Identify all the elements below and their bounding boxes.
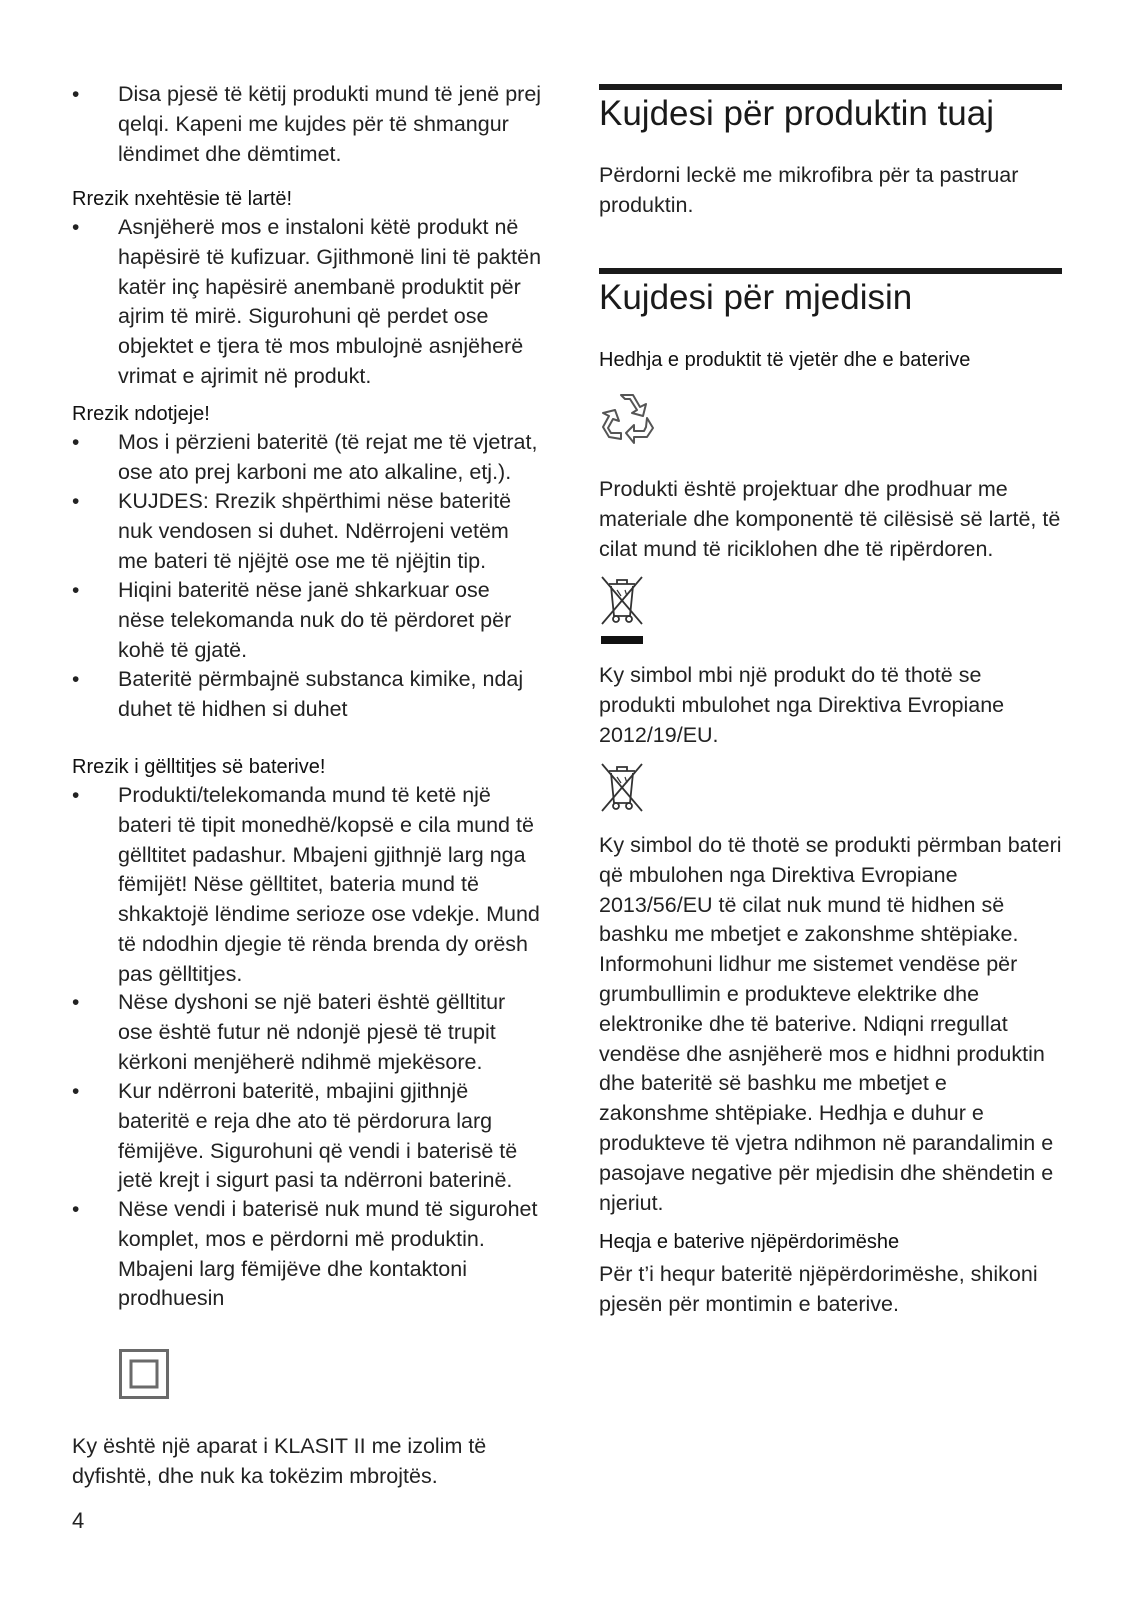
bullet-text: Kur ndërroni bateritë, mbajini gjithnjë bateritë e reja dhe ato të përdorura larg fëmijëve. Sigurohuni që vendi i baterisë të jetë krejt i sigurt pasi ta ndërroni baterinë.: [118, 1079, 518, 1193]
bullet-text: KUJDES: Rrezik shpërthimi nëse bateritë nuk vendosen si duhet. Ndërrojeni vetëm me bateri të njëjtë ose me të njëjtin tip.: [118, 489, 512, 573]
section-heading-swallowing: Rrezik i gëlltitjes së baterive!: [72, 756, 326, 778]
section-rule: [599, 84, 1062, 90]
section-rule: [599, 268, 1062, 274]
care-title: Kujdesi për produktin tuaj: [599, 94, 994, 133]
double-square-class2-icon: [119, 1349, 169, 1399]
crossed-bin-icon: [599, 574, 645, 646]
section-heading-pollution: Rrezik ndotjeje!: [72, 403, 210, 425]
removal-text: Për t’i hequr bateritë njëpërdorimëshe, shikoni pjesën për montimin e baterive.: [599, 1262, 1038, 1316]
class2-description: Ky është një aparat i KLASIT II me izolim të dyfishtë, dhe nuk ka tokëzim mbrojtës.: [72, 1434, 487, 1488]
section-heading-heat: Rrezik nxehtësie të lartë!: [72, 188, 293, 210]
recycle-icon: [599, 389, 657, 445]
weee-text: Ky simbol mbi një produkt do të thotë se produkti mbulohet nga Direktiva Evropiane 2012/19/EU.: [599, 663, 1005, 747]
bullet-text: Nëse dyshoni se një bateri është gëlltitur ose është futur në ndonjë pjesë të trupit kërkoni menjëherë ndihmë mjekësore.: [118, 990, 506, 1074]
bullet-text: Hiqini bateritë nëse janë shkarkuar ose nëse telekomanda nuk do të përdoret për kohë të gjatë.: [118, 578, 512, 662]
crossed-bin-battery-icon: [599, 761, 645, 815]
battery-directive-text: Ky simbol do të thotë se produkti përmban bateri që mbulohen nga Direktiva Evropiane 2013/56/EU të cilat nuk mund të hidhen së bashku me mbetjet e zakonshme shtëpiake. Informohuni lidhur me sistemet vendëse për grumbullimin e produkteve elektrike dhe elektronike dhe të baterive. Ndiqni rregullat vendëse dhe asnjëherë mos e hidhni produktin dhe bateritë së bashku me mbetjet e zakonshme shtëpiake. Hedhja e duhur e produkteve të vjetra ndihmon në parandalimin e pasojave negative për mjedisin dhe shëndetin e njeriut.: [599, 833, 1062, 1215]
bullet-text: Disa pjesë të këtij produkti mund të jenë prej qelqi. Kapeni me kujdes për të shmangur lëndimet dhe dëmtimet.: [118, 82, 542, 166]
environment-title: Kujdesi për mjedisin: [599, 278, 913, 317]
bullet-text: Bateritë përmbajnë substanca kimike, ndaj duhet të hidhen si duhet: [118, 667, 524, 721]
bullet-text: Asnjëherë mos e instaloni këtë produkt në hapësirë të kufizuar. Gjithmonë lini të paktën katër inç hapësirë anembanë produktit për ajrim të mirë. Sigurohuni që perdet ose objektet e tjera të mos mbulojnë asnjëherë vrimat e ajrimit në produkt.: [118, 215, 542, 388]
care-text: Përdorni leckë me mikrofibra për ta pastruar produktin.: [599, 163, 1019, 217]
bullet-text: Mos i përzieni bateritë (të rejat me të vjetrat, ose ato prej karboni me ato alkaline, etj.).: [118, 430, 538, 484]
removal-heading: Heqja e baterive njëpërdorimëshe: [599, 1231, 900, 1253]
recycle-text: Produkti është projektuar dhe prodhuar me materiale dhe komponentë të cilësisë së lartë, të cilat mund të riciklohen dhe të ripërdoren.: [599, 477, 1061, 561]
disposal-heading: Hedhja e produktit të vjetër dhe e baterive: [599, 349, 971, 371]
page-number: 4: [72, 1508, 85, 1533]
bullet-text: Produkti/telekomanda mund të ketë një bateri të tipit monedhë/kopsë e cila mund të gëlltitet padashur. Mbajeni gjithnjë larg nga fëmijët! Nëse gëlltitet, bateria mund të shkaktojë lëndime serioze ose vdekje. Mund të ndodhin djegie të rënda brenda dy orësh pas gëlltitjes.: [118, 783, 540, 986]
bullet-text: Nëse vendi i baterisë nuk mund të sigurohet komplet, mos e përdorni më produktin. Mbajeni larg fëmijëve dhe kontaktoni prodhuesin: [118, 1197, 538, 1311]
